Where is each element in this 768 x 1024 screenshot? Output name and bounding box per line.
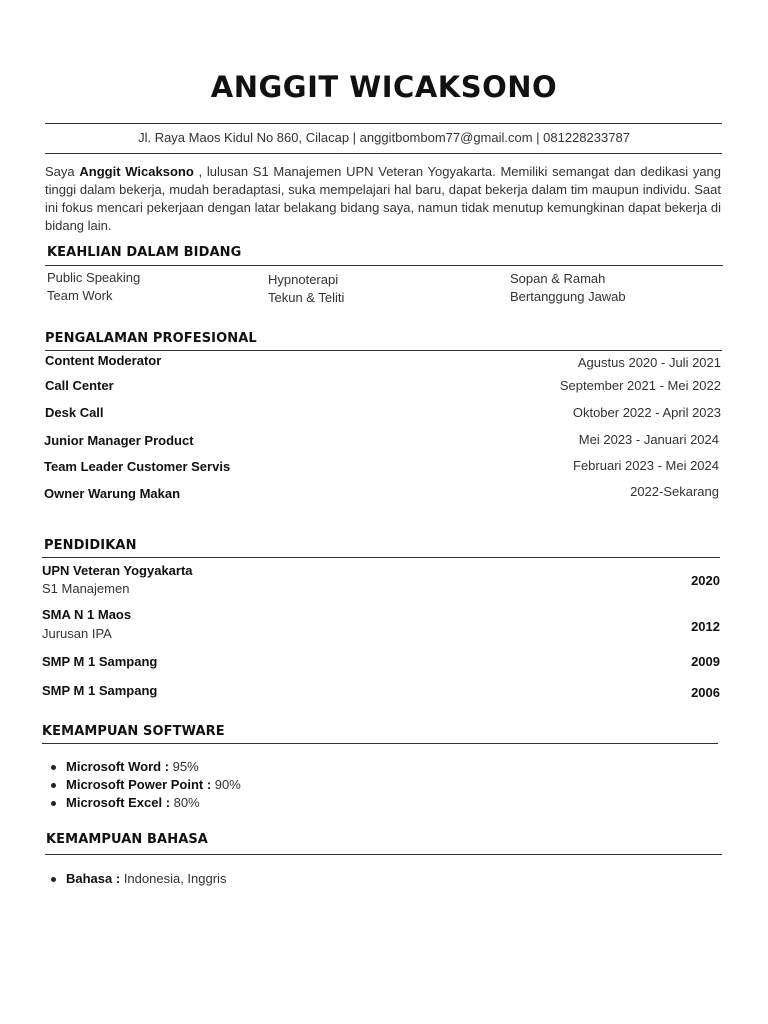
experience-period: Agustus 2020 - Juli 2021 [577,355,721,370]
skill-item: Hypnoterapi [268,272,339,287]
education-divider [42,557,720,558]
software-level: 95% [169,759,199,774]
list-item [45,776,241,794]
education-school: SMP M 1 Sampang [42,654,158,669]
skill-item: Sopan & Ramah [510,271,606,286]
education-year: 2009 [691,654,720,669]
summary-prefix: Saya [45,164,80,179]
language-value: Indonesia, Inggris [120,871,227,886]
education-section-title: PENDIDIKAN [44,538,137,553]
software-level: 80% [170,795,200,810]
education-school: UPN Veteran Yogyakarta [42,563,193,578]
experience-role: Content Moderator [45,353,162,368]
bullet-icon [51,877,56,882]
list-item [45,758,241,776]
skill-item: Bertanggung Jawab [510,289,626,304]
contact-divider [45,153,722,154]
software-level: 90% [211,777,241,792]
experience-role: Owner Warung Makan [44,486,181,501]
experience-period: Oktober 2022 - April 2023 [572,405,721,420]
experience-period: 2022-Sekarang [630,484,719,499]
education-year: 2012 [691,619,720,634]
software-divider [42,743,718,744]
education-year: 2006 [691,685,720,700]
education-major: S1 Manajemen [42,581,130,596]
language-section-title: KEMAMPUAN BAHASA [46,832,208,847]
person-name: ANGGIT WICAKSONO [210,70,558,104]
experience-role: Junior Manager Product [44,433,194,448]
education-year: 2020 [691,573,720,588]
experience-role: Team Leader Customer Servis [44,459,231,474]
software-list [45,758,241,812]
contact-info: Jl. Raya Maos Kidul No 860, Cilacap | anggitbombom77@gmail.com | 081228233787 [138,130,630,145]
skill-item: Team Work [47,288,113,303]
language-divider [45,854,722,855]
education-school: SMP M 1 Sampang [42,683,158,698]
experience-role: Desk Call [45,405,104,420]
experience-period: Februari 2023 - Mei 2024 [573,458,719,473]
experience-role: Call Center [45,378,114,393]
profile-summary [45,163,721,235]
header-divider [45,123,722,124]
bullet-icon [51,765,56,770]
experience-period: Mei 2023 - Januari 2024 [578,432,719,447]
summary-text: , lulusan S1 Manajemen UPN Veteran Yogyakarta. Memiliki semangat dan dedikasi yang tinggi dalam bekerja, mudah beradaptasi, suka mempelajari hal baru, dapat bekerja dalam tim maupun individu. Saat ini fokus mencari pekerjaan dengan latar belakang bidang saya, namun tidak menutup kemungkinan dapat bekerja di bidang lain. [45,164,722,233]
software-name: Microsoft Power Point : [66,777,212,792]
education-school: SMA N 1 Maos [42,607,132,622]
experience-period: September 2021 - Mei 2022 [559,378,721,393]
experience-section-title: PENGALAMAN PROFESIONAL [45,331,257,346]
language-list [45,870,226,888]
software-section-title: KEMAMPUAN SOFTWARE [42,724,225,739]
software-name: Microsoft Word : [66,759,170,774]
skills-section-title: KEAHLIAN DALAM BIDANG [47,245,242,260]
list-item [45,794,241,812]
software-name: Microsoft Excel : [66,795,171,810]
bullet-icon [51,801,56,806]
experience-divider [45,350,722,351]
skill-item: Public Speaking [47,270,141,285]
skills-divider [45,265,723,266]
education-major: Jurusan IPA [42,626,112,641]
list-item [45,870,226,888]
skill-item: Tekun & Teliti [268,290,345,305]
summary-name: Anggit Wicaksono [79,164,194,179]
language-label: Bahasa : [66,871,121,886]
bullet-icon [51,783,56,788]
